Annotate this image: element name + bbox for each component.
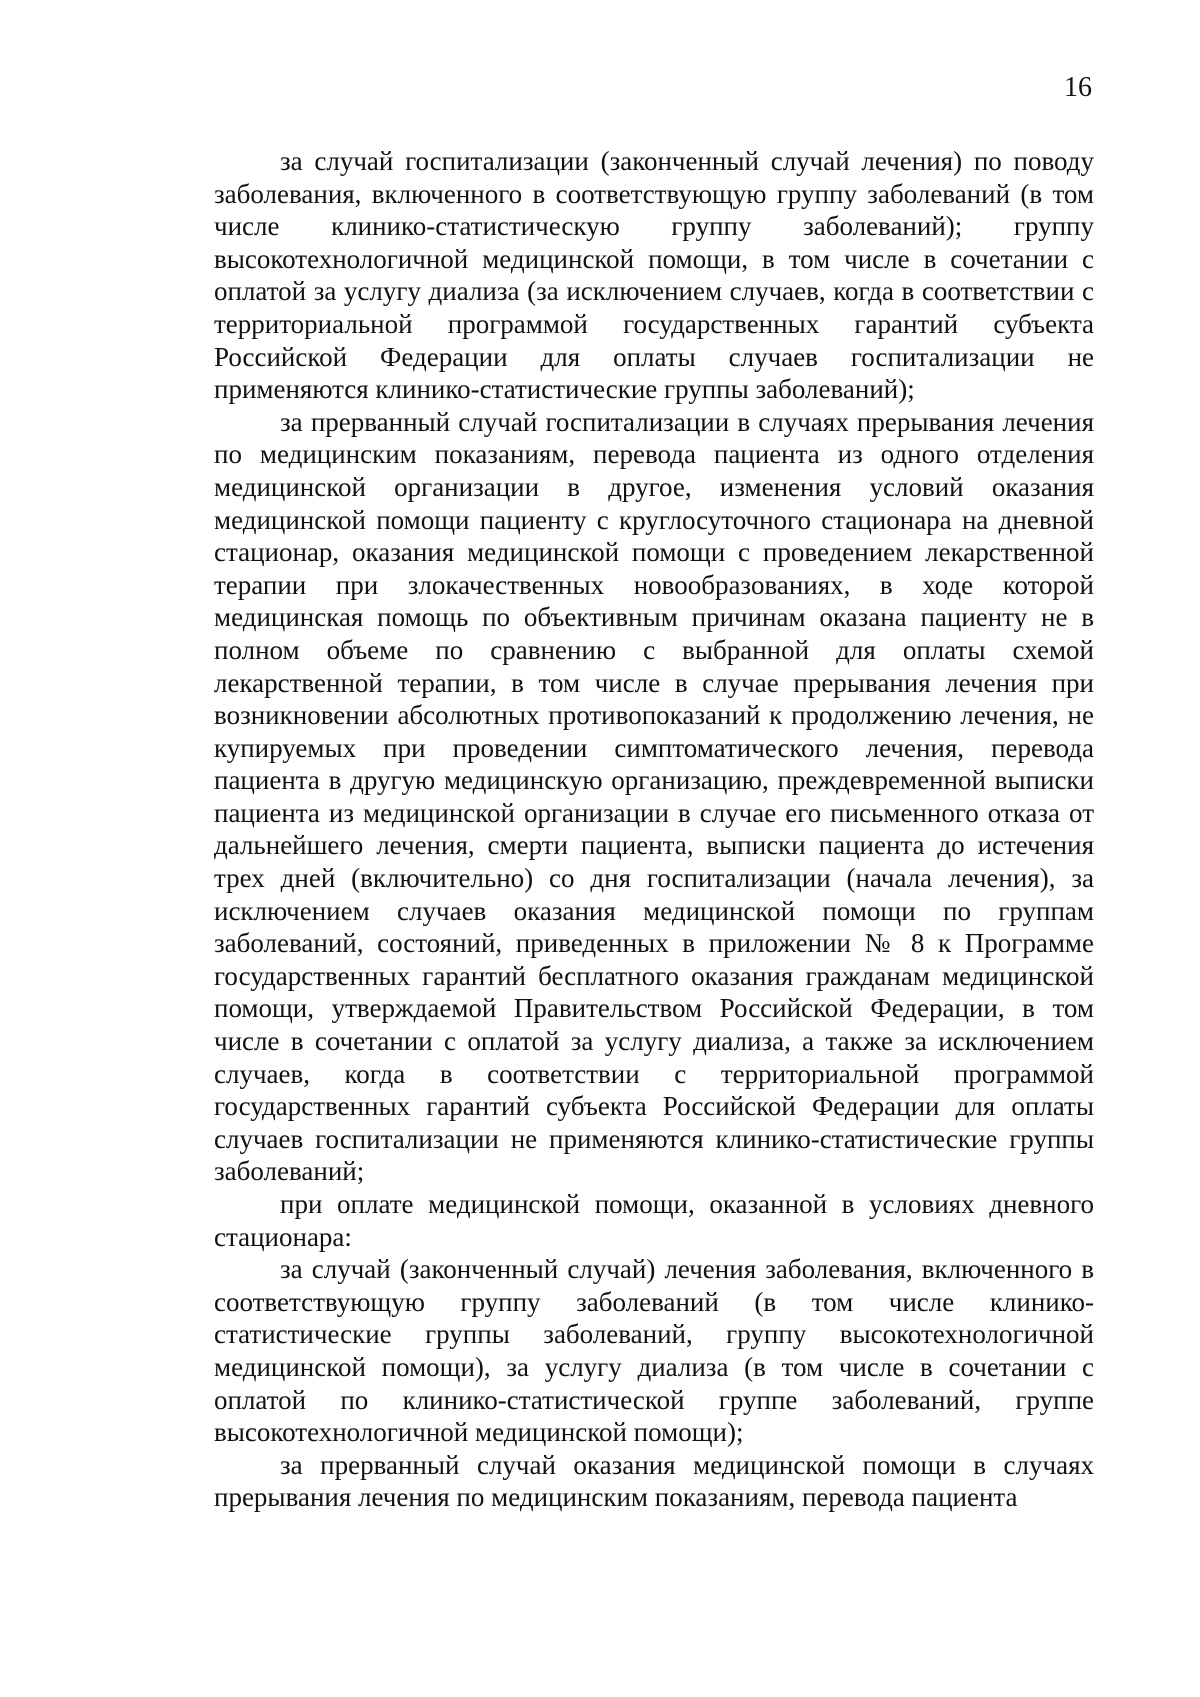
paragraph-hospitalization-interrupted-case: за прерванный случай госпитализации в случаях прерывания лечения по медицинским показаниям, перевода пациента из одного отделения медицинской организации в другое, изменения условий оказания медицинской помощи пациенту с круглосуточного стационара на дневной стационар, оказания медицинской помощи с проведением лекарственной терапии при злокачественных новообразованиях, в ходе которой медицинская помощь по объективным причинам оказана пациенту не в полном объеме по сравнению с выбранной для оплаты схемой лекарственной терапии, в том числе в случае прерывания лечения при возникновении абсолютных противопоказаний к продолжению лечения, не купируемых при проведении симптоматического лечения, перевода пациента в другую медицинскую организацию, преждевременной выписки пациента из медицинской организации в случае его письменного отказа от дальнейшего лечения, смерти пациента, выписки пациента до истечения трех дней (включительно) со дня госпитализации (начала лечения), за исключением случаев оказания медицинской помощи по группам заболеваний, состояний, приведенных в приложении № 8 к Программе государственных гарантий бесплатного оказания гражданам медицинской помощи, утверждаемой Правительством Российской Федерации, в том числе в сочетании с оплатой за услугу диализа, а также за исключением случаев, когда в соответствии с территориальной программой государственных гарантий субъекта Российской Федерации для оплаты случаев госпитализации не применяются клинико-статистические группы заболеваний; — [214, 406, 1094, 1187]
document-body — [214, 145, 1094, 1514]
paragraph-hospitalization-completed-case: за случай госпитализации (законченный случай лечения) по поводу заболевания, включенного в соответствующую группу заболеваний (в том числе клинико-статистическую группу заболеваний); группу высокотехнологичной медицинской помощи, в том числе в сочетании с оплатой за услугу диализа (за исключением случаев, когда в соответствии с территориальной программой государственных гарантий субъекта Российской Федерации для оплаты случаев госпитализации не применяются клинико-статистические группы заболеваний); — [214, 146, 1094, 405]
paragraph-day-hospital-interrupted-case: за прерванный случай оказания медицинской помощи в случаях прерывания лечения по медицинским показаниям, перевода пациента — [214, 1449, 1094, 1513]
page-number: 16 — [1064, 72, 1092, 103]
paragraph-day-hospital-intro: при оплате медицинской помощи, оказанной в условиях дневного стационара: — [214, 1189, 1094, 1252]
paragraph-day-hospital-completed-case: за случай (законченный случай) лечения заболевания, включенного в соответствующую группу заболеваний (в том числе клинико-статистические группы заболеваний, группу высокотехнологичной медицинской помощи), за услугу диализа (в том числе в сочетании с оплатой по клинико-статистической группе заболеваний, группе высокотехнологичной медицинской помощи); — [214, 1254, 1094, 1448]
